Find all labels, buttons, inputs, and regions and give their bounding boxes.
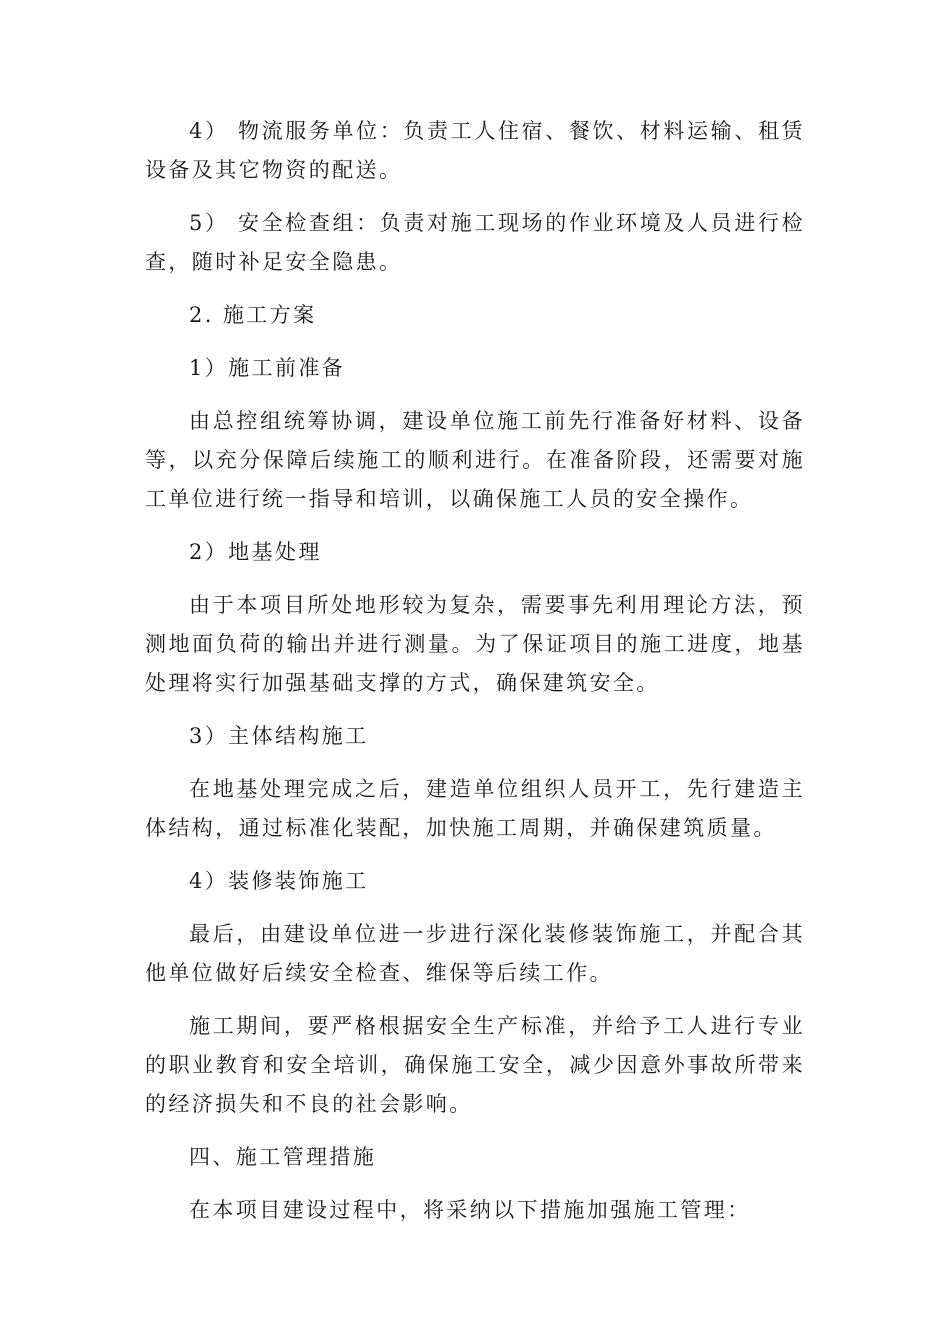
paragraph-decoration: 最后，由建设单位进一步进行深化装修装饰施工，并配合其他单位做好后续安全检查、维保等后续工作。 <box>145 922 805 985</box>
paragraph-foundation: 由于本项目所处地形较为复杂，需要事先利用理论方法，预测地面负荷的输出并进行测量。为了保证项目的施工进度，地基处理将实行加强基础支撑的方式，确保建筑安全。 <box>145 593 805 695</box>
subheading-decoration: 4）装修装饰施工 <box>189 869 369 893</box>
subheading-pre-construction-preparation: 1）施工前准备 <box>189 356 346 380</box>
section-heading-management-measures: 四、施工管理措施 <box>189 1145 377 1169</box>
paragraph-logistics-unit: 4） 物流服务单位：负责工人住宿、餐饮、材料运输、租赁设备及其它物资的配送。 <box>145 119 805 182</box>
paragraph-main-structure: 在地基处理完成之后，建造单位组织人员开工，先行建造主体结构，通过标准化装配，加快施工周期，并确保建筑质量。 <box>145 777 805 840</box>
document-body <box>145 112 805 1244</box>
subheading-main-structure: 3）主体结构施工 <box>189 724 369 748</box>
section-heading-construction-plan: 2. 施工方案 <box>189 303 317 327</box>
paragraph-safety-during-construction: 施工期间，要严格根据安全生产标准，并给予工人进行专业的职业教育和安全培训，确保施工安全，减少因意外事故所带来的经济损失和不良的社会影响。 <box>145 1014 805 1116</box>
subheading-foundation-treatment: 2）地基处理 <box>189 540 322 564</box>
paragraph-preparation: 由总控组统筹协调，建设单位施工前先行准备好材料、设备等，以充分保障后续施工的顺利进行。在准备阶段，还需要对施工单位进行统一指导和培训，以确保施工人员的安全操作。 <box>145 409 805 511</box>
paragraph-safety-inspection-group: 5） 安全检查组：负责对施工现场的作业环境及人员进行检查，随时补足安全隐患。 <box>145 211 805 274</box>
paragraph-measures-intro: 在本项目建设过程中，将采纳以下措施加强施工管理： <box>189 1198 751 1222</box>
